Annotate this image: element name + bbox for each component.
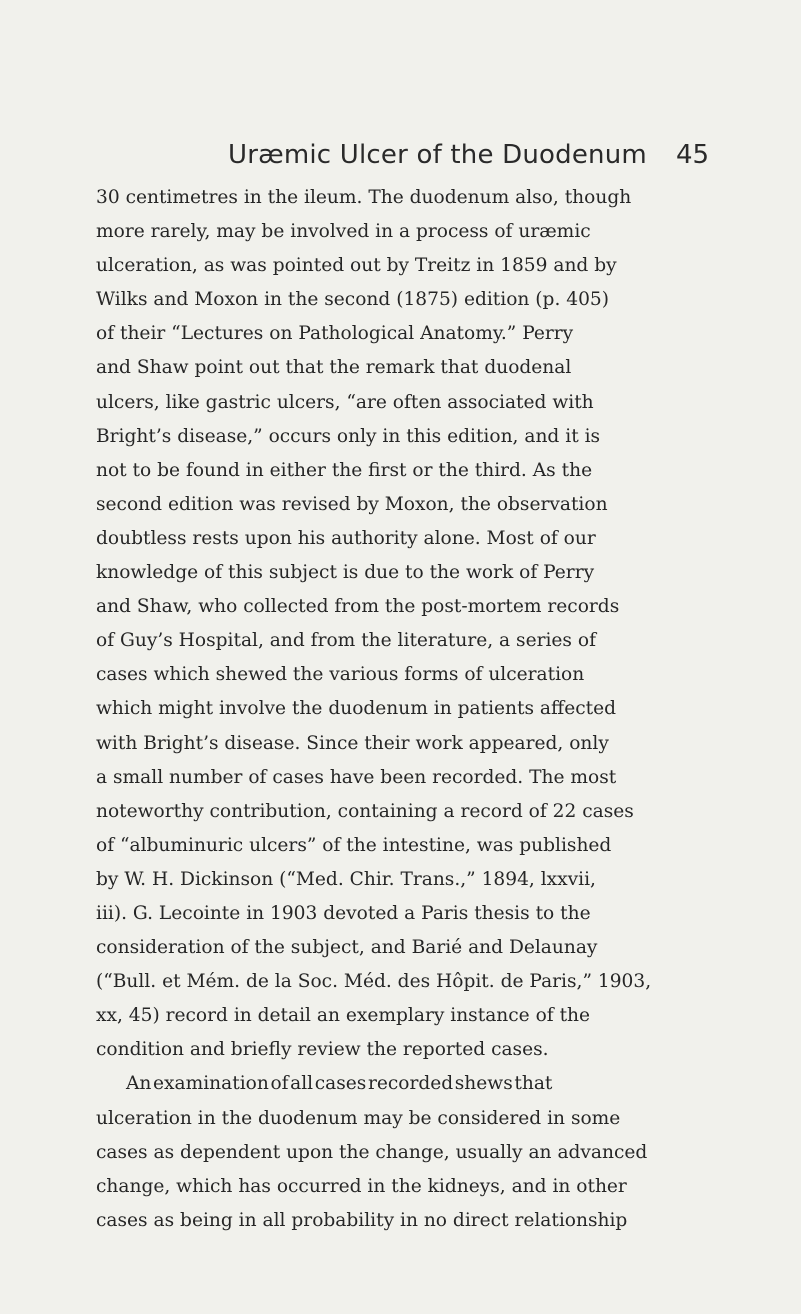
- text-line: by W. H. Dickinson (“Med. Chir. Trans.,” 1894, lxxvii,: [96, 868, 596, 890]
- text-line: not to be found in either the first or the third. As the: [96, 459, 593, 481]
- text-line: of “albuminuric ulcers” of the intestine, was published: [96, 834, 612, 856]
- text-line: second edition was revised by Moxon, the observation: [96, 493, 608, 515]
- body-text: [96, 181, 710, 1238]
- text-line: of their “Lectures on Pathological Anatomy.” Perry: [96, 323, 574, 345]
- text-line: ulceration in the duodenum may be considered in some: [96, 1107, 621, 1129]
- text-line: doubtless rests upon his authority alone. Most of our: [96, 527, 596, 549]
- page-number: 45: [676, 140, 710, 170]
- text-line: Wilks and Moxon in the second (1875) edition (p. 405): [96, 289, 610, 311]
- text-line: noteworthy contribution, containing a record of 22 cases: [96, 800, 634, 822]
- text-line: xx, 45) record in detail an exemplary instance of the: [96, 1005, 591, 1027]
- text-line: Bright’s disease,” occurs only in this edition, and it is: [96, 425, 601, 447]
- running-title: Uræmic Ulcer of the Duodenum: [228, 140, 647, 170]
- text-line: ulceration, as was pointed out by Treitz in 1859 and by: [96, 255, 617, 277]
- text-line: (“Bull. et Mém. de la Soc. Méd. des Hôpit. de Paris,” 1903,: [96, 971, 652, 993]
- page-header: [0, 140, 801, 184]
- text-line: consideration of the subject, and Barié and Delaunay: [96, 937, 598, 959]
- text-line: cases as being in all probability in no direct relationship: [96, 1209, 628, 1231]
- text-line: more rarely, may be involved in a process of uræmic: [96, 221, 591, 243]
- text-line: 30 centimetres in the ileum. The duodenum also, though: [96, 187, 632, 208]
- text-line: cases as dependent upon the change, usually an advanced: [96, 1141, 648, 1163]
- text-line: iii). G. Lecointe in 1903 devoted a Paris thesis to the: [96, 902, 591, 924]
- text-line: cases which shewed the various forms of ulceration: [96, 664, 585, 686]
- text-line: of Guy’s Hospital, and from the literature, a series of: [96, 630, 596, 652]
- text-line: a small number of cases have been recorded. The most: [96, 766, 617, 788]
- text-line: change, which has occurred in the kidneys, and in other: [96, 1175, 627, 1197]
- text-line: condition and briefly review the reported cases.: [96, 1039, 549, 1061]
- text-line: knowledge of this subject is due to the work of Perry: [96, 562, 595, 584]
- text-line: which might involve the duodenum in patients affected: [96, 698, 617, 720]
- text-line: ulcers, like gastric ulcers, “are often associated with: [96, 391, 594, 413]
- text-line: and Shaw, who collected from the post-mortem records: [96, 596, 620, 618]
- text-line: and Shaw point out that the remark that duodenal: [96, 357, 572, 379]
- text-line: An examination of all cases recorded shews that: [126, 1073, 553, 1095]
- text-line: with Bright’s disease. Since their work appeared, only: [96, 732, 609, 754]
